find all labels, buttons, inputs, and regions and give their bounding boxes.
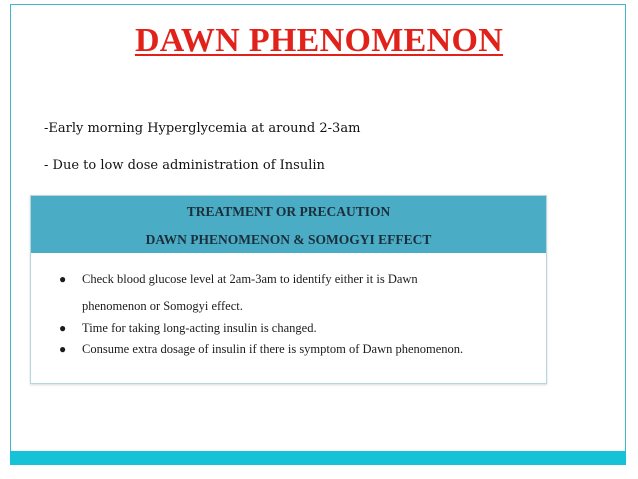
slide-title: DAWN PHENOMENON — [134, 22, 504, 59]
treatment-item-check-glucose — [59, 269, 534, 317]
inset-header-line2: DAWN PHENOMENON & SOMOGYI EFFECT — [145, 232, 432, 247]
treatment-item-text: Consume extra dosage of insulin if there is symptom of Dawn phenomenon. — [82, 342, 464, 356]
treatment-item-text: Time for taking long-acting insulin is changed. — [82, 321, 317, 335]
slide-bottom-bar — [10, 451, 626, 465]
point-low-dose: - Due to low dose administration of Insulin — [44, 158, 325, 173]
inset-header — [31, 196, 546, 253]
bullet-dot-icon: ● — [59, 272, 67, 286]
inset-header-line1: TREATMENT OR PRECAUTION — [186, 204, 391, 219]
bullet-dot-icon: ● — [59, 342, 67, 356]
treatment-item-text: Check blood glucose level at 2am-3am to identify either it is Dawn — [82, 272, 418, 286]
bullet-dot-icon: ● — [59, 321, 67, 335]
treatment-item-time-change — [59, 318, 534, 339]
treatment-list — [31, 253, 546, 360]
treatment-item-extra-dosage — [59, 339, 534, 360]
slide-title-container — [0, 22, 638, 60]
treatment-inset-image — [30, 195, 547, 384]
treatment-item-text-cont: phenomenon or Somogyi effect. — [82, 299, 243, 313]
point-early-morning: -Early morning Hyperglycemia at around 2-3am — [44, 121, 361, 136]
